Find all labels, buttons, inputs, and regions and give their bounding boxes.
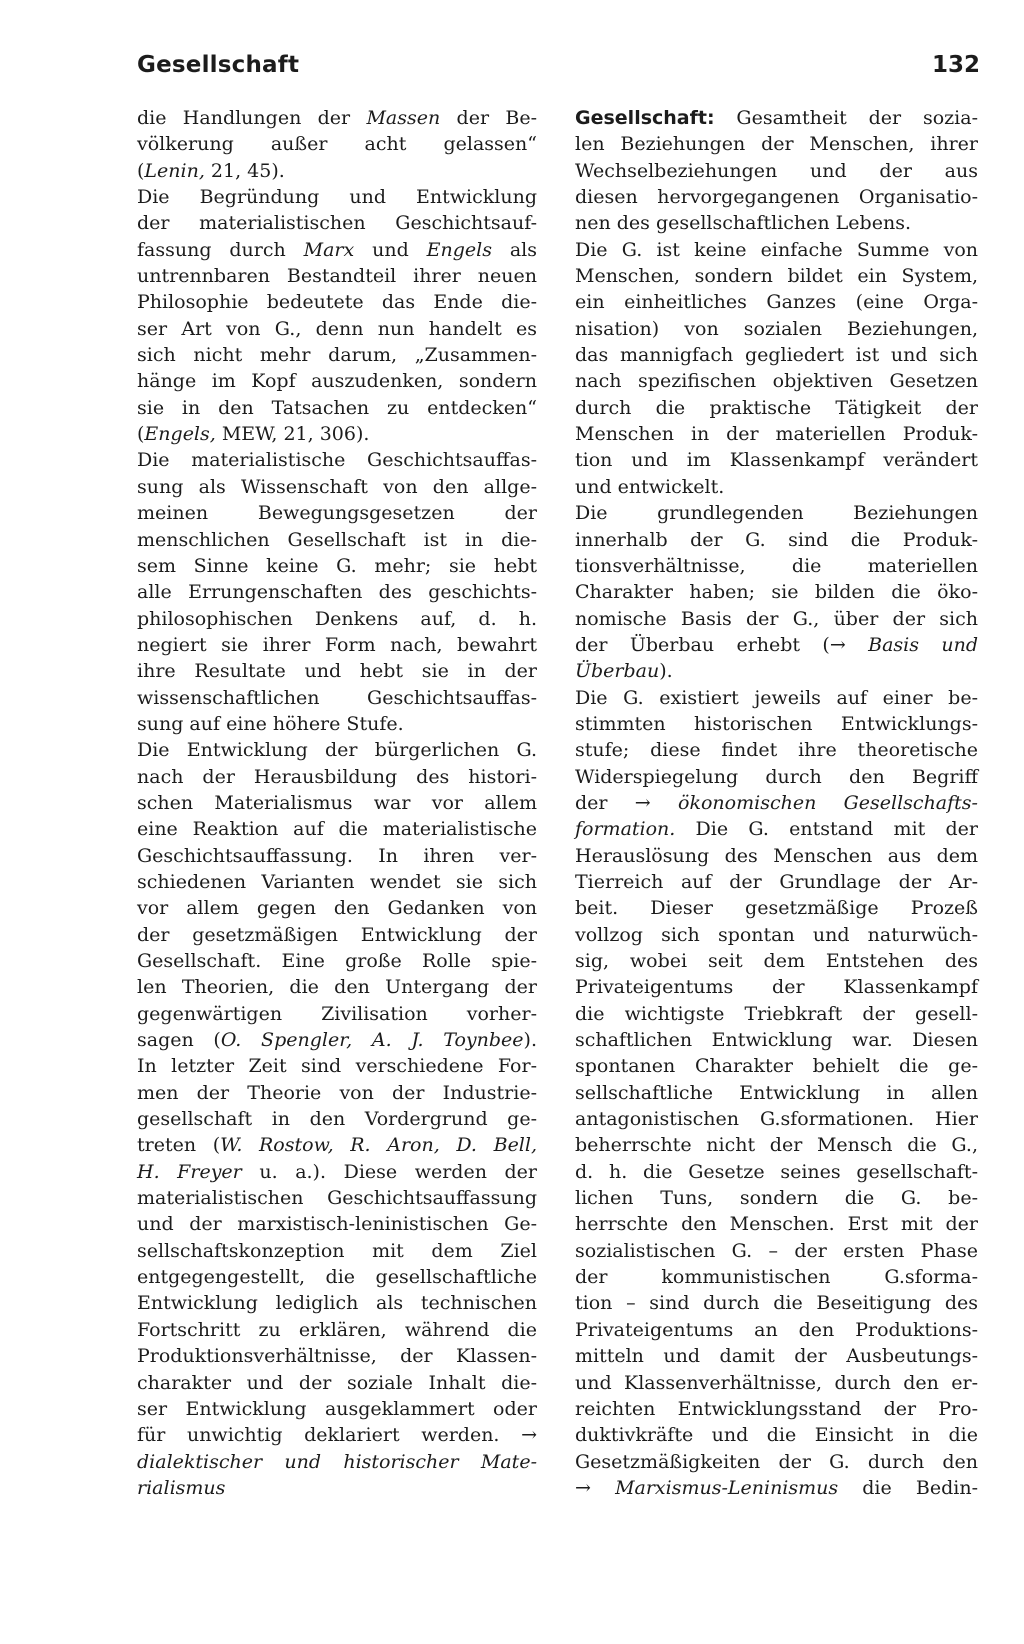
text-line: spontanen Charakter behielt die ge- [575,1055,978,1078]
text-segment: Gesamtheit der sozia- [714,107,978,129]
text-segment: ( [137,159,145,182]
text-line: diesen hervorgegangenen Organisatio- [575,186,978,209]
text-line [575,1475,978,1501]
text-line: gesellschaft in den Vordergrund ge- [137,1108,537,1131]
text-line: Herauslösung des Menschen aus dem [575,844,978,867]
left-column [137,105,537,1501]
text-line [575,790,978,816]
text-line: sung als Wissenschaft von den allge- [137,475,537,498]
text-line: Menschen, sondern bildet ein System, [575,265,978,288]
italic-segment: Lenin, [144,159,205,182]
text-line [137,1132,537,1158]
text-line: stimmten historischen Entwicklungs- [575,712,978,735]
text-segment: und [354,238,427,261]
text-line: len Beziehungen der Menschen, ihrer [575,133,978,156]
text-line: lichen Tuns, sondern die G. be- [575,1187,978,1210]
text-line: In letzter Zeit sind verschiedene For- [137,1055,537,1078]
text-line: Charakter haben; sie bilden die öko- [575,581,978,604]
right-column [575,105,978,1501]
text-line: Fortschritt zu erklären, während die [137,1318,537,1341]
text-line: Die G. existiert jeweils auf einer be- [575,686,978,709]
text-line: und entwickelt. [575,475,725,498]
text-line: tion und im Klassenkampf verändert [575,449,978,472]
italic-segment: Engels, [144,423,216,446]
text-line: Privateigentums der Klassenkampf [575,976,978,999]
text-line [575,816,978,842]
text-line [137,1159,537,1185]
text-line: der kommunistischen G.sforma- [575,1266,978,1289]
text-line: untrennbaren Bestandteil ihrer neuen [137,265,537,288]
text-line: das mannigfach gegliedert ist und sich [575,344,978,367]
text-line: Die materialistische Geschichtsauffas- [137,449,537,472]
running-head-title: Gesellschaft [137,52,300,78]
text-line [575,658,978,684]
text-line: antagonistischen G.sformationen. Hier [575,1108,978,1131]
text-line: stufe; diese findet ihre theoretische [575,739,978,762]
italic-segment: W. Rostow, R. Aron, D. Bell, [220,1134,538,1157]
text-line: Die G. ist keine einfache Summe von [575,238,978,261]
text-line: d. h. die Gesetze seines gesellschaft- [575,1160,978,1183]
text-line: tionsverhältnisse, die materiellen [575,554,978,577]
text-line: Die Entwicklung der bürgerlichen G. [137,739,537,762]
text-line [575,105,978,131]
italic-segment: H. Freyer [137,1160,242,1183]
text-segment: die Handlungen der [137,107,367,129]
text-segment: ( [137,423,145,446]
running-head [137,52,980,86]
italic-segment: Marxismus-Leninismus [615,1476,839,1499]
text-line: und Klassenverhältnisse, durch den er- [575,1371,978,1394]
page-number: 132 [931,52,980,78]
text-line: wissenschaftlichen Geschichtsauffas- [137,686,537,709]
text-line: nisation) von sozialen Beziehungen, [575,317,978,340]
text-line: ser Art von G., denn nun handelt es [137,317,537,340]
text-line: gegenwärtigen Zivilisation vorher- [137,1002,537,1025]
text-line: sich nicht mehr darum, „Zusammen- [137,344,537,367]
text-line: völkerung außer acht gelassen“ [137,133,537,156]
text-line: nomische Basis der G., über der sich [575,607,978,630]
text-line: philosophischen Denkens auf, d. h. [137,607,537,630]
text-line: schaftlichen Entwicklung war. Diesen [575,1029,978,1052]
text-segment: der → [575,791,679,814]
italic-segment: Massen [366,107,441,129]
text-line: sozialistischen G. – der ersten Phase [575,1239,978,1262]
text-line: reichten Entwicklungsstand der Pro- [575,1397,978,1420]
text-line: meinen Bewegungsgesetzen der [137,502,537,525]
text-line: Produktionsverhältnisse, der Klassen- [137,1345,537,1368]
text-line: innerhalb der G. sind die Produk- [575,528,978,551]
text-line: nach der Herausbildung des histori- [137,765,537,788]
text-line: ser Entwicklung ausgeklammert oder [137,1397,537,1420]
text-line: sellschaftliche Entwicklung in allen [575,1081,978,1104]
text-line: duktivkräfte und die Einsicht in die [575,1424,978,1447]
text-segment: fassung durch [137,238,304,261]
text-line: mitteln und damit der Ausbeutungs- [575,1345,978,1368]
text-line: schen Materialismus war vor allem [137,791,537,814]
text-line: Wechselbeziehungen und der aus [575,159,978,182]
text-line: Die grundlegenden Beziehungen [575,502,978,525]
text-line: Tierreich auf der Grundlage der Ar- [575,870,978,893]
italic-segment: rialismus [137,1476,226,1499]
text-segment: → [575,1476,616,1499]
text-line [575,632,978,658]
italic-segment: ökonomischen Gesellschafts- [678,791,978,814]
text-line: negiert sie ihrer Form nach, bewahrt [137,633,537,656]
text-segment: ). [523,1029,537,1052]
text-line: ein einheitliches Ganzes (eine Orga- [575,291,978,314]
text-line: nen des gesellschaftlichen Lebens. [575,212,911,235]
text-line: Philosophie bedeutete das Ende die- [137,291,537,314]
text-line: vor allem gegen den Gedanken von [137,897,537,920]
text-line: ihre Resultate und hebt sie in der [137,660,537,683]
text-line: sie in den Tatsachen zu entdecken“ [137,396,537,419]
text-line [137,1475,537,1501]
italic-segment: Marx [303,238,355,261]
italic-segment: Überbau [575,660,660,683]
text-line: charakter und der soziale Inhalt die- [137,1371,537,1394]
text-line: der materialistischen Geschichtsauf- [137,212,537,235]
text-line: herrschte den Menschen. Erst mit der [575,1213,978,1236]
text-line: Privateigentums an den Produktions- [575,1318,978,1341]
text-segment: die Bedin- [838,1476,978,1499]
text-line: len Theorien, die den Untergang der [137,976,537,999]
text-line: sung auf eine höhere Stufe. [137,712,404,735]
text-line: Geschichtsauffassung. In ihren ver- [137,844,537,867]
text-line: beherrschte nicht der Mensch die G., [575,1134,978,1157]
text-line: vollzog sich spontan und naturwüch- [575,923,978,946]
text-segment: MEW, 21, 306). [215,423,370,446]
text-line: Gesellschaft. Eine große Rolle spie- [137,950,537,972]
text-line: nach spezifischen objektiven Gesetzen [575,370,978,393]
text-segment: 21, 45). [204,159,285,182]
text-line [137,1449,537,1475]
text-line: Gesetzmäßigkeiten der G. durch den [575,1450,978,1473]
text-line: und der marxistisch-leninistischen Ge- [137,1213,537,1236]
text-line [137,105,537,131]
text-line [137,1027,537,1053]
text-line: Die Begründung und Entwicklung [137,186,537,209]
text-line: für unwichtig deklariert werden. → [137,1424,537,1447]
text-line: sellschaftskonzeption mit dem Ziel [137,1239,537,1262]
italic-segment: formation. [575,818,676,841]
text-line: menschlichen Gesellschaft ist in die- [137,528,537,551]
text-line: die wichtigste Triebkraft der gesell- [575,1002,978,1025]
text-line: Widerspiegelung durch den Begriff [575,765,978,788]
text-line: men der Theorie von der Industrie- [137,1081,537,1104]
text-segment: als [491,238,538,261]
text-line: eine Reaktion auf die materialistische [137,818,537,841]
text-line: Menschen in der materiellen Produk- [575,423,978,446]
text-line: sig, wobei seit dem Entstehen des [575,950,978,972]
headword: Gesellschaft: [575,107,715,129]
text-line [137,158,537,184]
text-line: Entwicklung lediglich als technischen [137,1292,537,1315]
italic-segment: Engels [426,238,492,261]
text-line: durch die praktische Tätigkeit der [575,396,978,419]
text-segment: der Be- [440,107,537,129]
text-segment: sagen ( [137,1029,221,1052]
text-segment: u. a.). Diese werden der [241,1160,537,1183]
text-line: beit. Dieser gesetzmäßige Prozeß [575,897,978,920]
text-line: sem Sinne keine G. mehr; sie hebt [137,554,537,577]
text-line: hänge im Kopf auszudenken, sondern [137,370,537,393]
text-line: tion – sind durch die Beseitigung des [575,1292,978,1315]
text-line: alle Errungenschaften des geschichts- [137,581,537,604]
text-line: schiedenen Varianten wendet sie sich [137,870,537,893]
italic-segment: Basis und [868,633,978,656]
italic-segment: dialektischer und historischer Mate- [137,1450,537,1473]
text-segment: ). [659,660,673,683]
text-line: materialistischen Geschichtsauffassung [137,1187,537,1210]
text-line [137,237,537,263]
text-line [137,421,537,447]
text-segment: der Überbau erhebt (→ [575,633,869,656]
text-line: entgegengestellt, die gesellschaftliche [137,1266,537,1289]
text-segment: Die G. entstand mit der [675,818,978,841]
text-line: der gesetzmäßigen Entwicklung der [137,923,537,946]
text-segment: treten ( [137,1134,221,1157]
italic-segment: O. Spengler, A. J. Toynbee [220,1029,524,1052]
